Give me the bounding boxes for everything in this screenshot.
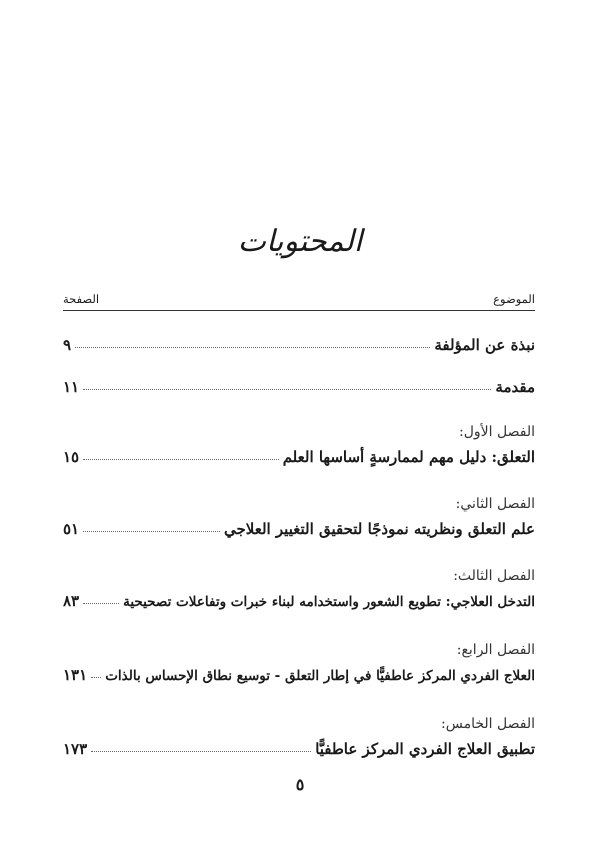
- toc-entry-page: ٥١: [63, 520, 80, 538]
- toc-entry-chapter-3[interactable]: [63, 586, 535, 610]
- dot-leader: [83, 459, 279, 460]
- chapter-label: الفصل الأول:: [459, 424, 535, 440]
- dot-leader: [83, 531, 220, 532]
- chapter-label: الفصل الثالث:: [453, 568, 535, 584]
- page-number: ٥: [295, 775, 305, 794]
- toc-entry-chapter-1[interactable]: [63, 442, 535, 466]
- page-column-label: الصفحة: [63, 292, 100, 306]
- column-header: [63, 292, 535, 308]
- dot-leader: [83, 603, 119, 604]
- toc-entry-text: نبذة عن المؤلفة: [434, 336, 535, 354]
- toc-entry-page: ١٥: [63, 448, 80, 466]
- toc-entry-chapter-4[interactable]: [63, 660, 535, 684]
- dot-leader: [91, 751, 311, 752]
- toc-entry-page: ١٣١: [63, 666, 88, 684]
- chapter-label: الفصل الخامس:: [441, 716, 535, 732]
- dot-leader: [83, 389, 491, 390]
- toc-entry-page: ٨٣: [63, 592, 80, 610]
- toc-entry-text: التعلق: دليل مهم لممارسةٍ أساسها العلم: [282, 448, 535, 466]
- toc-entry-page: ٩: [63, 336, 72, 354]
- toc-entry-page: ١٧٣: [63, 740, 88, 758]
- toc-entry-page: ١١: [63, 378, 80, 396]
- toc-entry-text: علم التعلق ونظريته نموذجًا لتحقيق التغيير العلاجي: [223, 520, 535, 538]
- toc-entry-text: مقدمة: [495, 378, 535, 396]
- dot-leader: [91, 677, 101, 678]
- chapter-label: الفصل الرابع:: [456, 642, 535, 658]
- toc-entry-text: العلاج الفردي المركز عاطفيًّا في إطار التعلق - توسيع نطاق الإحساس بالذات: [105, 668, 535, 684]
- toc-entry-chapter-5[interactable]: [63, 734, 535, 758]
- topic-column-label: الموضوع: [493, 292, 535, 306]
- page-title: المحتويات: [237, 224, 363, 259]
- toc-entry-text: التدخل العلاجي: تطويع الشعور واستخدامه لبناء خبرات وتفاعلات تصحيحية: [123, 594, 535, 610]
- toc-entry-chapter-2[interactable]: [63, 514, 535, 538]
- toc-entry-introduction[interactable]: [63, 372, 535, 396]
- header-divider: [63, 310, 535, 311]
- toc-entry-about-author[interactable]: [63, 330, 535, 354]
- chapter-label: الفصل الثاني:: [455, 496, 535, 512]
- toc-entry-text: تطبيق العلاج الفردي المركز عاطفيًّا: [315, 740, 535, 758]
- dot-leader: [75, 347, 430, 348]
